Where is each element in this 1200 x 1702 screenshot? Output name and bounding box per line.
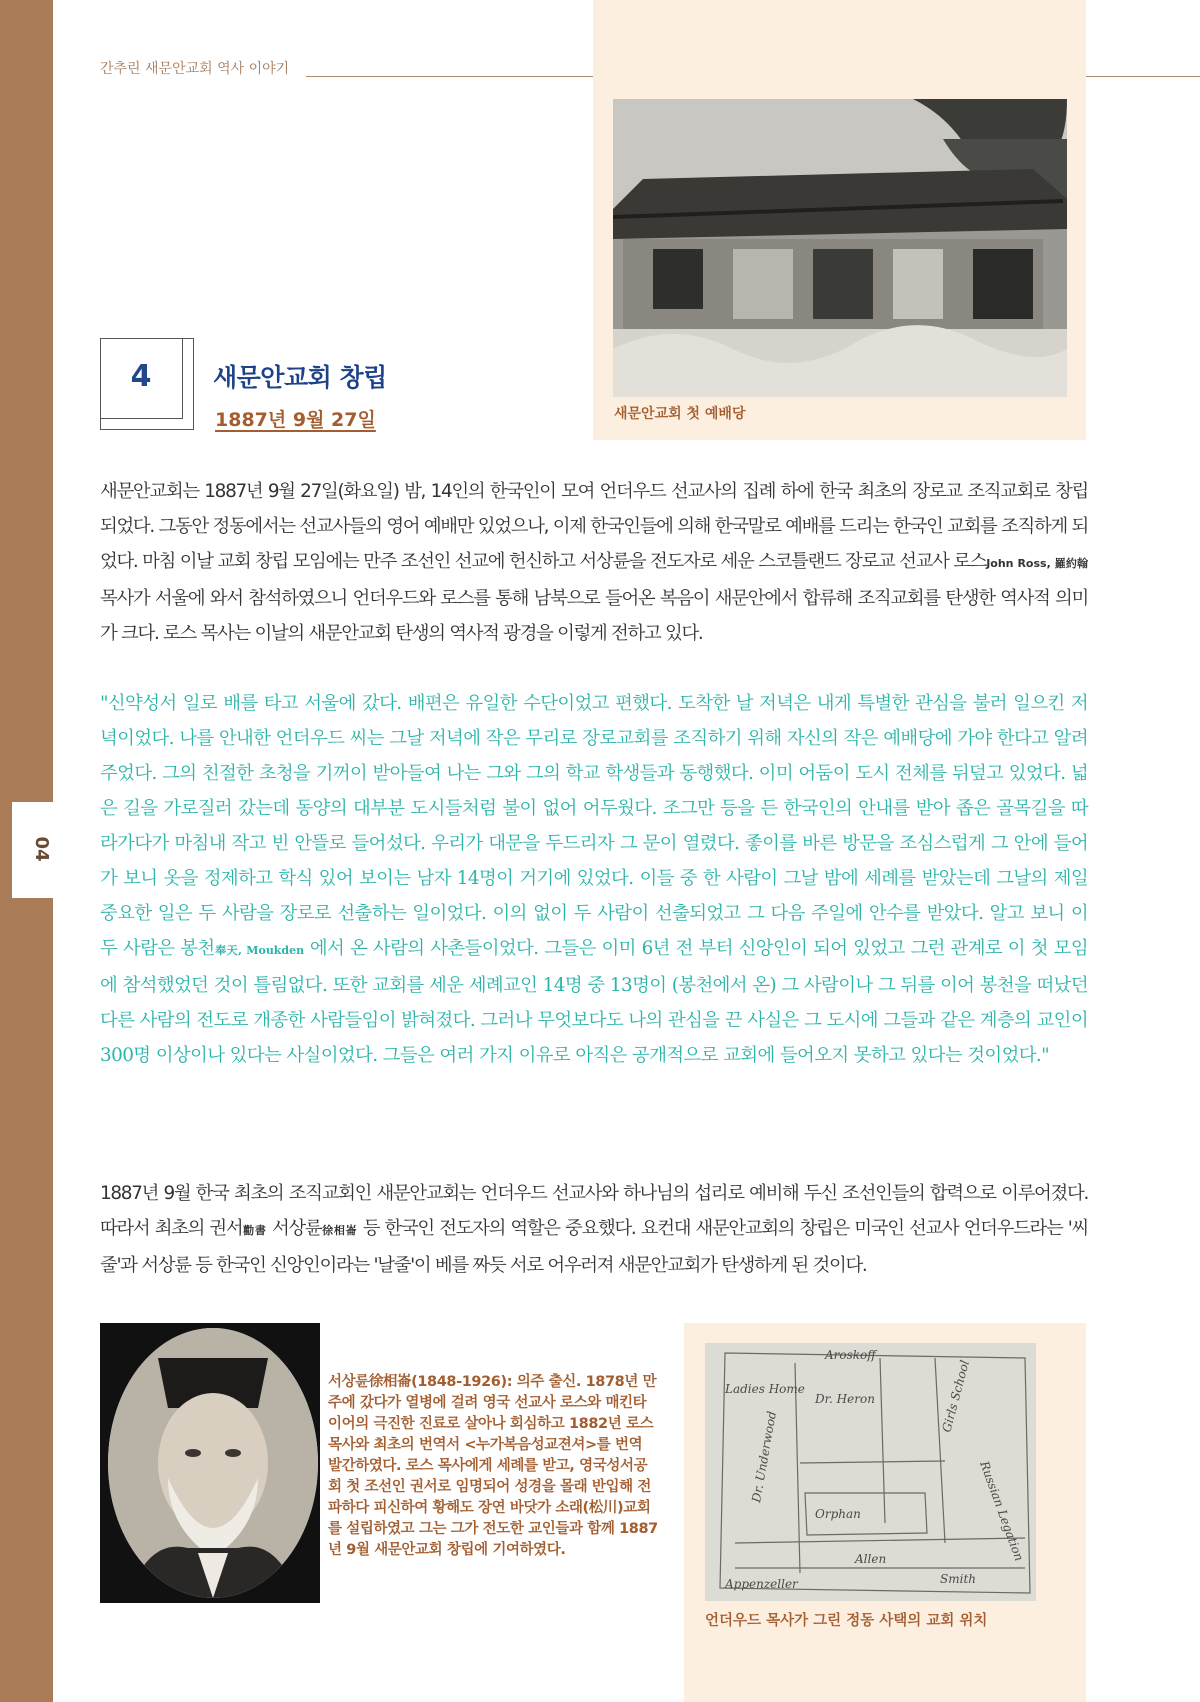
map-label-7: Orphan bbox=[815, 1507, 861, 1521]
seo-sang-ryun-portrait bbox=[108, 1328, 318, 1598]
section-title: 새문안교회 창립 bbox=[213, 363, 387, 392]
paragraph-1-text-a: 새문안교회는 1887년 9월 27일(화요일) 밤, 14인의 한국인이 모여 언더우드 선교사의 집례 하에 한국 최초의 장로교 조직교회로 창립되었다. 그동안 정동에서는 선교사들의 영어 예배만 있었으나, 이제 한국인들에 의해 한국말로 예배를 드리는 한국인 교회를 조직하게 되었다. 마침 이날 교회 창립 모임에는 만주 조선인 선교에 헌신하고 서상륜을 전도자로 세운 스코틀랜드 장로교 선교사 로스 bbox=[100, 481, 1088, 572]
gwonseo-annotation: 勸書 bbox=[242, 1224, 267, 1237]
section-date: 1887년 9월 27일 bbox=[215, 409, 376, 431]
ross-quote bbox=[100, 686, 1088, 1073]
biography-caption: 서상륜徐相崙(1848-1926): 의주 출신. 1878년 만주에 갔다가 열병에 걸려 영국 선교사 로스와 매킨타이어의 극진한 진료로 살아나 회심하고 1882년 로스 목사와 최초의 번역서 <누가복음성교젼셔>를 번역 발간하였다. 로스 목사에게 세례를 받고, 영국성서공회 첫 조선인 권서로 임명되어 성경을 몰래 반입해 전파하다 피신하여 황해도 장연 바닷가 소래(松川)교회를 설립하였고 그는 그가 전도한 교인들과 함께 1887년 9월 새문안교회 창립에 기여하였다. bbox=[328, 1374, 658, 1558]
paragraph-3-text-b: 서상륜 bbox=[266, 1218, 322, 1239]
map-label-2: Girls School bbox=[939, 1358, 973, 1434]
paragraph-3-text-a: 1887년 9월 한국 최초의 조직교회인 새문안교회는 언더우드 선교사와 하나님의 섭리로 예비해 두신 조선인들의 합력으로 이루어졌다. 따라서 최초의 권서 bbox=[100, 1183, 1088, 1239]
map-label-4: Dr. Heron bbox=[815, 1392, 875, 1406]
running-header: 간추린 새문안교회 역사 이야기 bbox=[100, 61, 290, 77]
map-caption: 언더우드 목사가 그린 정동 사택의 교회 위치 bbox=[705, 1613, 988, 1629]
portrait-illustration bbox=[108, 1328, 318, 1598]
sketch-map-illustration bbox=[705, 1343, 1036, 1601]
page-number-tab bbox=[12, 802, 102, 898]
map-label-0: Aroskoff bbox=[825, 1348, 876, 1362]
quote-text-b: 에서 온 사람의 사촌들이었다. 그들은 이미 6년 전 부터 신앙인이 되어 있었고 그런 관계로 이 첫 모임에 참석했었던 것이 틀림없다. 또한 교회를 세운 세례교인 14명 중 13명이 (봉천에서 온) 그 사람이나 그 뒤를 이어 봉천을 떠났던 다른 사람의 전도로 개종한 사람들임이 밝혀졌다. 그러나 무엇보다도 나의 관심을 끈 사실은 그 도시에 그들과 같은 계층의 교인이 300명 이상이나 있다는 사실이었다. 그들은 여러 가지 이유로 아직은 공개적으로 교회에 들어오지 못하고 있다는 것이었다." bbox=[100, 938, 1089, 1066]
body-paragraph-1 bbox=[100, 474, 1088, 651]
map-label-1: Ladies Home bbox=[725, 1382, 805, 1396]
first-chapel-caption: 새문안교회 첫 예배당 bbox=[614, 406, 746, 422]
map-label-8: Russian Legation bbox=[977, 1459, 1027, 1563]
first-chapel-photo bbox=[613, 99, 1067, 397]
seosangryun-annotation: 徐相崙 bbox=[321, 1224, 358, 1237]
paragraph-1-text-b: 목사가 서울에 와서 참석하였으니 언더우드와 로스를 통해 남북으로 들어온 복음이 새문안에서 합류해 조직교회를 탄생한 역사적 의미가 크다. 로스 목사는 이날의 새문안교회 탄생의 역사적 광경을 이렇게 전하고 있다. bbox=[100, 588, 1088, 644]
body-paragraph-3 bbox=[100, 1176, 1088, 1283]
paragraph-3-text-c: 등 한국인 전도자의 역할은 중요했다. 요컨대 새문안교회의 창립은 미국인 선교사 언더우드라는 '씨줄'과 서상륜 등 한국인 신앙인이라는 '날줄'이 베를 짜듯 서로 어우러져 새문안교회가 탄생하게 된 것이다. bbox=[100, 1218, 1089, 1276]
map-label-9: Appenzeller bbox=[725, 1577, 798, 1591]
map-label-6: Smith bbox=[940, 1572, 976, 1586]
quote-text-a: "신약성서 일로 배를 타고 서울에 갔다. 배편은 유일한 수단이었고 편했다. 도착한 날 저녁은 내게 특별한 관심을 불러 일으킨 저녁이었다. 나를 안내한 언더우드 씨는 그날 저녁에 작은 무리로 장로교회를 조직하기 위해 자신의 작은 예배당에 가야 한다고 알려주었다. 그의 친절한 초청을 기꺼이 받아들여 나는 그와 그의 학교 학생들과 동행했다. 이미 어둠이 도시 전체를 뒤덮고 있었다. 넓은 길을 가로질러 갔는데 동양의 대부분 도시들처럼 불이 없어 어두웠다. 조그만 등을 든 한국인의 안내를 받아 좁은 골목길을 따라가다가 마침내 작고 빈 안뜰로 들어섰다. 우리가 대문을 두드리자 그 문이 열렸다. 좋이를 바른 방문을 조심스럽게 그 안에 들어가 보니 옷을 정제하고 학식 있어 보이는 남자 14명이 거기에 있었다. 이들 중 한 사람이 그날 밤에 세례를 받았는데 그날의 제일 중요한 일은 두 사람을 장로로 선출하는 일이었다. 이의 없이 두 사람이 선출되었고 그 다음 주일에 안수를 받았다. 알고 보니 이 두 사람은 봉천 bbox=[100, 693, 1088, 959]
ross-annotation: John Ross, 羅約翰 bbox=[986, 557, 1088, 570]
map-label-3: Dr. Underwood bbox=[749, 1410, 780, 1504]
page-number: 04 bbox=[31, 836, 52, 862]
moukden-annotation: 奉天, Moukden bbox=[214, 944, 305, 957]
jeongdong-sketch-map bbox=[705, 1343, 1036, 1601]
section-number: 4 bbox=[130, 359, 152, 394]
chapel-photo-illustration bbox=[613, 99, 1067, 397]
map-label-5: Allen bbox=[855, 1552, 887, 1566]
